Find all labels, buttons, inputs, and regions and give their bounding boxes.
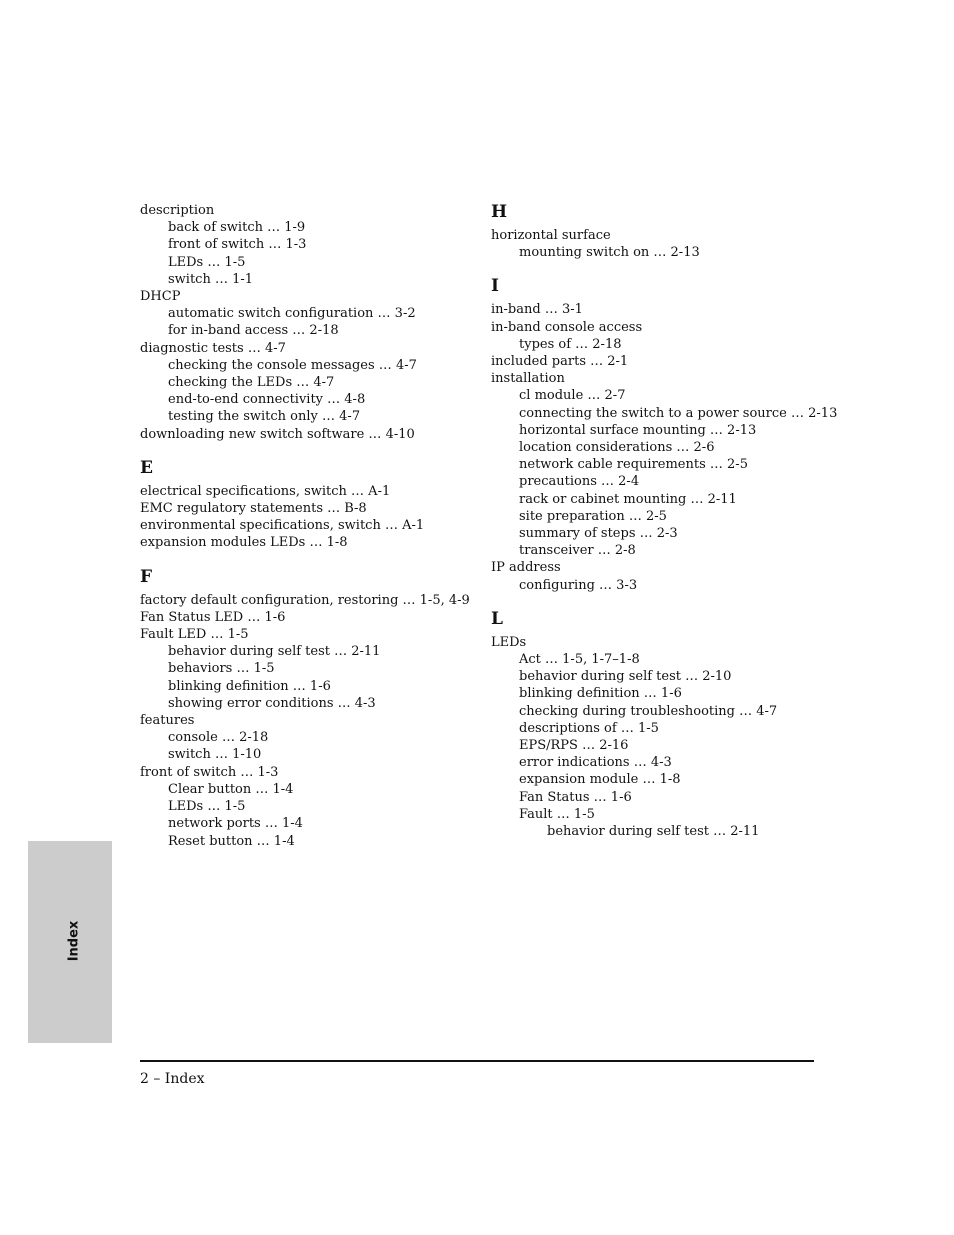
index-entry: diagnostic tests … 4-7: [140, 340, 286, 356]
index-entry: factory default configuration, restoring … 1-5, 4-9: [140, 592, 470, 608]
index-entry: electrical specifications, switch … A-1: [140, 483, 391, 499]
index-subentry: error indications … 4-3: [519, 755, 672, 771]
index-section: [140, 458, 480, 552]
index-entry: expansion modules LEDs … 1-8: [140, 535, 348, 551]
index-subentry: back of switch … 1-9: [168, 220, 306, 236]
index-subentry: end-to-end connectivity … 4-8: [168, 392, 366, 408]
index-subentry: configuring … 3-3: [519, 577, 638, 593]
index-subentry: checking the LEDs … 4-7: [168, 375, 335, 391]
index-entry: installation: [491, 371, 565, 387]
index-subentry: expansion module … 1-8: [519, 772, 681, 788]
index-subentry: checking during troubleshooting … 4-7: [519, 703, 778, 719]
footer-rule: [140, 1060, 814, 1062]
index-subentry: showing error conditions … 4-3: [168, 695, 376, 711]
section-letter-heading: I: [491, 276, 499, 297]
index-side-tab-label: Index: [66, 920, 82, 962]
index-subentry: testing the switch only … 4-7: [168, 409, 361, 425]
section-letter-heading: H: [491, 202, 508, 222]
index-entry: front of switch … 1-3: [140, 764, 279, 780]
index-subentry: console … 2-18: [168, 730, 269, 746]
index-subentry: EPS/RPS … 2-16: [519, 738, 629, 754]
index-subentry: precautions … 2-4: [519, 474, 640, 490]
index-entry: features: [140, 713, 195, 729]
index-subentry: automatic switch configuration … 3-2: [168, 306, 416, 322]
index-section: [140, 567, 480, 850]
index-entry: environmental specifications, switch … A-1: [140, 518, 425, 534]
index-section: [491, 202, 821, 261]
index-subentry: transceiver … 2-8: [519, 543, 636, 559]
left-index-column: [140, 202, 480, 850]
index-subentry: types of … 2-18: [519, 336, 622, 352]
index-subentry: network cable requirements … 2-5: [519, 457, 748, 473]
index-subentry: checking the console messages … 4-7: [168, 357, 417, 373]
index-subentry: horizontal surface mounting … 2-13: [519, 422, 757, 438]
index-subentry: Fault … 1-5: [519, 806, 595, 822]
index-subentry: network ports … 1-4: [168, 816, 303, 832]
index-subentry: front of switch … 1-3: [168, 237, 307, 253]
section-letter-heading: L: [491, 608, 503, 629]
index-entry: EMC regulatory statements … B-8: [140, 501, 367, 517]
index-entry: included parts … 2-1: [491, 354, 629, 370]
index-subentry: behavior during self test … 2-11: [168, 644, 381, 660]
index-entry: LEDs: [491, 634, 527, 650]
index-subentry: LEDs … 1-5: [168, 254, 246, 270]
index-subentry: blinking definition … 1-6: [168, 678, 331, 694]
index-entry: Fan Status LED … 1-6: [140, 609, 286, 625]
index-entry: DHCP: [140, 289, 181, 305]
index-subentry: site preparation … 2-5: [519, 508, 667, 524]
index-section: [491, 276, 838, 593]
index-entry: description: [140, 203, 215, 218]
index-entry: downloading new switch software … 4-10: [140, 426, 415, 442]
right-index-column: [491, 202, 838, 840]
index-entry: horizontal surface: [491, 228, 611, 243]
index-subentry: switch … 1-10: [168, 747, 262, 763]
index-subentry: Reset button … 1-4: [168, 833, 295, 849]
index-entry: in-band … 3-1: [491, 302, 583, 318]
index-subentry: location considerations … 2-6: [519, 440, 715, 456]
index-entry: IP address: [491, 560, 561, 576]
index-subentry: LEDs … 1-5: [168, 799, 246, 815]
index-subentry: cl module … 2-7: [519, 388, 626, 404]
index-subentry: Clear button … 1-4: [168, 781, 294, 797]
index-subentry: mounting switch on … 2-13: [519, 245, 700, 261]
index-section: [491, 609, 821, 840]
index-subentry: switch … 1-1: [168, 271, 254, 287]
index-subentry: behaviors … 1-5: [168, 661, 275, 677]
index-subentry: behavior during self test … 2-11: [547, 824, 760, 840]
index-subentry: blinking definition … 1-6: [519, 686, 682, 702]
section-letter-heading: F: [140, 566, 153, 587]
index-subentry: descriptions of … 1-5: [519, 720, 659, 736]
index-subentry: connecting the switch to a power source … 2-13: [519, 405, 838, 421]
index-subentry: behavior during self test … 2-10: [519, 669, 732, 685]
index-subentry: rack or cabinet mounting … 2-11: [519, 491, 737, 507]
index-subentry: Act … 1-5, 1-7–1-8: [519, 652, 640, 668]
index-entry: Fault LED … 1-5: [140, 627, 249, 643]
index-entry: in-band console access: [491, 319, 643, 335]
section-letter-heading: E: [140, 457, 153, 478]
index-subentry: for in-band access … 2-18: [168, 323, 339, 339]
page-footer: 2 – Index: [140, 1071, 205, 1087]
index-section: [140, 202, 480, 443]
index-subentry: Fan Status … 1-6: [519, 789, 632, 805]
index-subentry: summary of steps … 2-3: [519, 526, 678, 542]
